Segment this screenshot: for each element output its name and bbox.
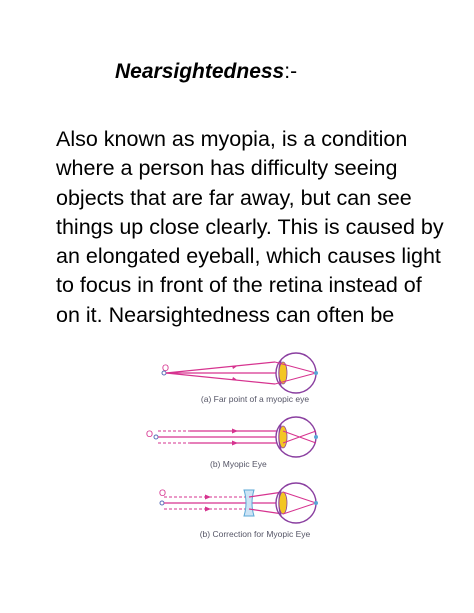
panel-a-caption: (a) Far point of a myopic eye bbox=[200, 394, 310, 404]
panel-a-retina-point bbox=[314, 371, 318, 375]
panel-b-arrow-bottom bbox=[232, 441, 238, 446]
panel-a-arrow-bottom bbox=[232, 377, 238, 381]
panel-a-ray-top bbox=[166, 362, 275, 373]
panel-b-myopic-eye bbox=[146, 417, 318, 469]
panel-a-ray-bottom bbox=[166, 373, 275, 384]
panel-c-retina-point bbox=[314, 501, 318, 505]
body-line-2: where a person has difficulty seeing bbox=[56, 156, 398, 181]
heading-term: Nearsightedness bbox=[115, 60, 285, 83]
panel-b-retina-point bbox=[314, 435, 318, 439]
body-paragraph bbox=[56, 125, 444, 330]
heading-suffix: :- bbox=[284, 60, 298, 83]
panel-b-caption: (b) Myopic Eye bbox=[210, 459, 267, 469]
panel-b-arrow-top bbox=[232, 429, 238, 434]
panel-b-point-label: O bbox=[146, 429, 154, 439]
page-heading bbox=[115, 58, 297, 86]
panel-b-object-point bbox=[154, 435, 158, 439]
panel-c-lens bbox=[279, 492, 287, 514]
body-line-5: an elongated eyeball, which causes light bbox=[56, 244, 441, 269]
panel-c-object-point bbox=[160, 501, 164, 505]
myopia-diagram-svg bbox=[146, 340, 360, 550]
body-line-3: objects that are far away, but can see bbox=[56, 185, 412, 210]
body-line-1: Also known as myopia, is a condition bbox=[56, 127, 408, 151]
panel-a-arrow-top bbox=[232, 366, 238, 370]
panel-c-caption: (b) Correction for Myopic Eye bbox=[199, 529, 311, 539]
panel-c-arrow-top bbox=[205, 495, 211, 500]
panel-c-arrow-bottom bbox=[205, 507, 211, 512]
panel-c-concave-lens bbox=[244, 490, 254, 516]
panel-a-far-point bbox=[162, 353, 318, 404]
body-line-6: to focus in front of the retina instead of bbox=[56, 273, 422, 298]
body-line-7: on it. Nearsightedness can often be bbox=[56, 302, 395, 327]
panel-c-point-label: O bbox=[159, 488, 167, 498]
panel-b-lens bbox=[279, 426, 287, 448]
panel-a-point-label: O bbox=[162, 363, 170, 373]
panel-c-correction bbox=[159, 483, 318, 539]
myopia-diagram bbox=[146, 340, 360, 550]
body-line-4: things up close clearly. This is caused by bbox=[56, 214, 444, 239]
